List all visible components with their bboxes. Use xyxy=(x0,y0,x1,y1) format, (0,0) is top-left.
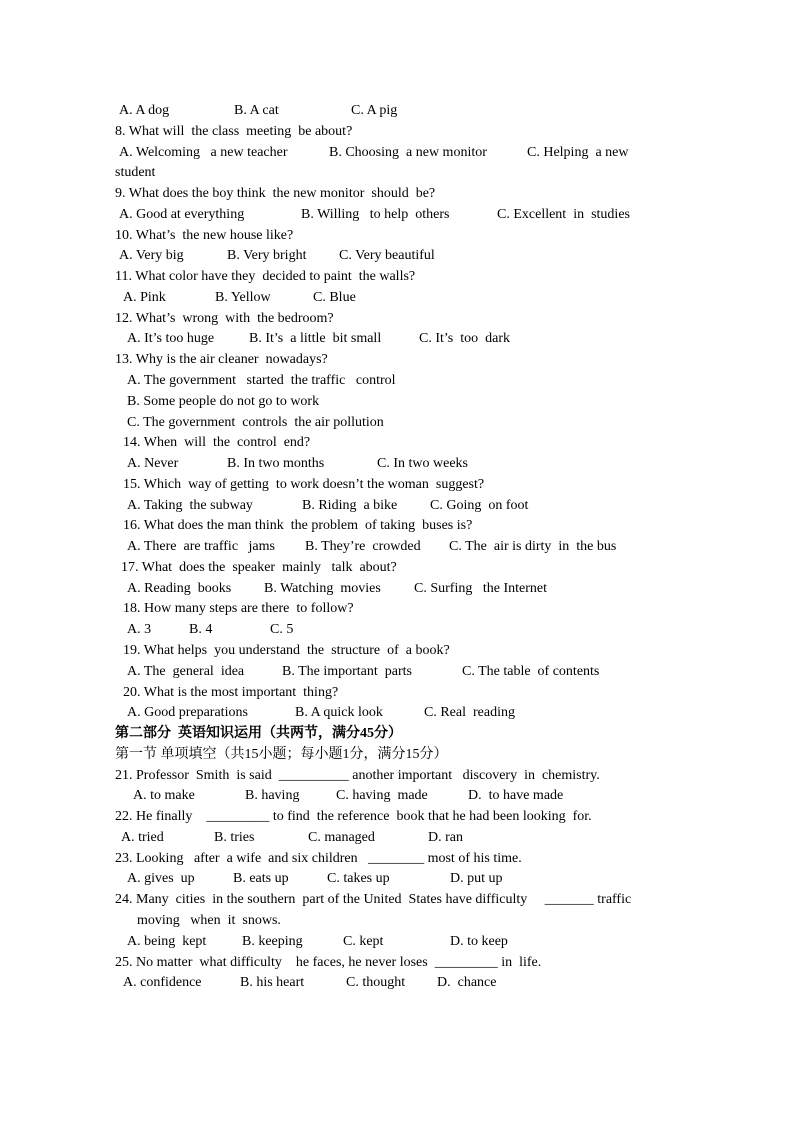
option-text: A. A dog xyxy=(119,103,170,118)
option-text: B. eats up xyxy=(233,871,289,886)
option-text: A. The general idea xyxy=(127,664,245,679)
text-line xyxy=(127,580,547,598)
text-line xyxy=(127,621,294,639)
line-text: 24. Many cities in the southern part of the United States have difficulty _______ traffic xyxy=(115,892,632,907)
text-line xyxy=(115,227,293,245)
option-text: C. A pig xyxy=(351,103,398,118)
text-line xyxy=(115,725,402,743)
line-text: C. The government controls the air pollution xyxy=(127,415,384,430)
text-line xyxy=(115,351,328,369)
line-text: 25. No matter what difficulty he faces, he never loses _________ in life. xyxy=(115,955,542,970)
text-line xyxy=(115,123,352,141)
option-text: B. Riding a bike xyxy=(302,498,398,513)
text-line xyxy=(123,974,497,992)
option-text: A. Taking the subway xyxy=(127,498,253,513)
option-text: C. The air is dirty in the bus xyxy=(449,539,617,554)
text-line xyxy=(127,372,396,390)
text-line xyxy=(115,746,448,764)
option-text: C. takes up xyxy=(327,871,390,886)
text-line xyxy=(127,414,384,432)
line-text: B. Some people do not go to work xyxy=(127,394,320,409)
option-text: A. It’s too huge xyxy=(127,331,215,346)
option-text: A. Good preparations xyxy=(127,705,248,720)
text-line xyxy=(115,850,522,868)
text-line xyxy=(121,559,397,577)
line-text: 第二部分 英语知识运用（共两节，满分45分） xyxy=(115,726,402,741)
option-text: C. kept xyxy=(343,934,384,949)
text-line xyxy=(127,330,510,348)
option-text: A. being kept xyxy=(127,934,207,949)
text-line xyxy=(127,704,515,722)
option-text: B. 4 xyxy=(189,622,213,637)
text-line xyxy=(127,455,468,473)
line-text: 10. What’s the new house like? xyxy=(115,228,294,243)
line-text: student xyxy=(115,165,156,180)
text-line xyxy=(115,268,415,286)
option-text: C. It’s too dark xyxy=(419,331,510,346)
option-text: C. Blue xyxy=(313,290,356,305)
option-text: B. keeping xyxy=(242,934,303,949)
line-text: 16. What does the man think the problem of taking buses is? xyxy=(123,518,473,533)
option-text: A. 3 xyxy=(127,622,152,637)
text-line xyxy=(115,164,155,182)
option-text: B. having xyxy=(245,788,300,803)
option-text: A. Welcoming a new teacher xyxy=(119,145,288,160)
option-text: A. Good at everything xyxy=(119,207,245,222)
option-text: C. thought xyxy=(346,975,406,990)
option-text: B. Watching movies xyxy=(264,581,381,596)
text-line xyxy=(127,933,508,951)
text-line xyxy=(119,144,629,162)
option-text: A. Never xyxy=(127,456,179,471)
line-text: 17. What does the speaker mainly talk about? xyxy=(121,560,397,575)
option-text: B. In two months xyxy=(227,456,325,471)
text-line xyxy=(115,767,600,785)
option-text: C. 5 xyxy=(270,622,294,637)
option-text: B. tries xyxy=(214,830,255,845)
option-text: B. his heart xyxy=(240,975,305,990)
option-text: D. to keep xyxy=(450,934,508,949)
text-line xyxy=(123,600,354,618)
line-text: 22. He finally _________ to find the reference book that he had been looking for. xyxy=(115,809,592,824)
text-line xyxy=(123,517,472,535)
option-text: C. managed xyxy=(308,830,375,845)
option-text: C. having made xyxy=(336,788,428,803)
option-text: B. The important parts xyxy=(282,664,412,679)
text-line xyxy=(123,642,450,660)
option-text: A. confidence xyxy=(123,975,202,990)
text-line xyxy=(119,102,398,120)
option-text: B. Yellow xyxy=(215,290,271,305)
option-text: D. ran xyxy=(428,830,463,845)
option-text: C. Real reading xyxy=(424,705,515,720)
option-text: A. Very big xyxy=(119,248,184,263)
text-line xyxy=(121,829,463,847)
text-line xyxy=(127,538,617,556)
option-text: D. chance xyxy=(437,975,497,990)
text-line xyxy=(115,808,592,826)
option-text: C. The table of contents xyxy=(462,664,600,679)
text-line xyxy=(123,434,310,452)
text-line xyxy=(127,497,529,515)
option-text: A. There are traffic jams xyxy=(127,539,275,554)
line-text: 9. What does the boy think the new monitor should be? xyxy=(115,186,436,201)
option-text: C. Helping a new xyxy=(527,145,629,160)
text-line xyxy=(115,310,334,328)
text-line xyxy=(115,891,631,909)
option-text: D. to have made xyxy=(468,788,564,803)
line-text: 18. How many steps are there to follow? xyxy=(123,601,354,616)
text-line xyxy=(127,663,600,681)
line-text: 20. What is the most important thing? xyxy=(123,685,339,700)
option-text: C. Excellent in studies xyxy=(497,207,630,222)
text-line xyxy=(123,289,356,307)
line-text: moving when it snows. xyxy=(137,913,281,928)
option-text: C. In two weeks xyxy=(377,456,468,471)
option-text: C. Surfing the Internet xyxy=(414,581,547,596)
line-text: 19. What helps you understand the structure of a book? xyxy=(123,643,450,658)
option-text: B. A cat xyxy=(234,103,279,118)
option-text: C. Very beautiful xyxy=(339,248,435,263)
option-text: C. Going on foot xyxy=(430,498,529,513)
text-line xyxy=(127,393,319,411)
text-line xyxy=(127,870,503,888)
text-line xyxy=(119,247,435,265)
line-text: 13. Why is the air cleaner nowadays? xyxy=(115,352,328,367)
option-text: A. Pink xyxy=(123,290,166,305)
option-text: B. Very bright xyxy=(227,248,307,263)
text-line xyxy=(119,206,630,224)
option-text: B. It’s a little bit small xyxy=(249,331,382,346)
text-line xyxy=(123,684,338,702)
option-text: A. Reading books xyxy=(127,581,232,596)
option-text: A. gives up xyxy=(127,871,195,886)
line-text: 15. Which way of getting to work doesn’t the woman suggest? xyxy=(123,477,485,492)
line-text: 第一节 单项填空（共15小题；每小题1分，满分15分） xyxy=(115,747,448,762)
line-text: 23. Looking after a wife and six children ________ most of his time. xyxy=(115,851,522,866)
option-text: B. Willing to help others xyxy=(301,207,450,222)
text-line xyxy=(115,185,435,203)
line-text: 12. What’s wrong with the bedroom? xyxy=(115,311,334,326)
text-line xyxy=(137,912,281,930)
line-text: 11. What color have they decided to paint the walls? xyxy=(115,269,416,284)
line-text: 8. What will the class meeting be about? xyxy=(115,124,353,139)
option-text: A. to make xyxy=(133,788,195,803)
text-line xyxy=(133,787,564,805)
option-text: B. They’re crowded xyxy=(305,539,421,554)
line-text: 14. When will the control end? xyxy=(123,435,311,450)
option-text: B. A quick look xyxy=(295,705,383,720)
option-text: B. Choosing a new monitor xyxy=(329,145,487,160)
option-text: D. put up xyxy=(450,871,503,886)
text-line xyxy=(115,954,541,972)
line-text: A. The government started the traffic control xyxy=(127,373,396,388)
line-text: 21. Professor Smith is said __________ another important discovery in chemistry. xyxy=(115,768,600,783)
option-text: A. tried xyxy=(121,830,164,845)
text-line xyxy=(123,476,484,494)
